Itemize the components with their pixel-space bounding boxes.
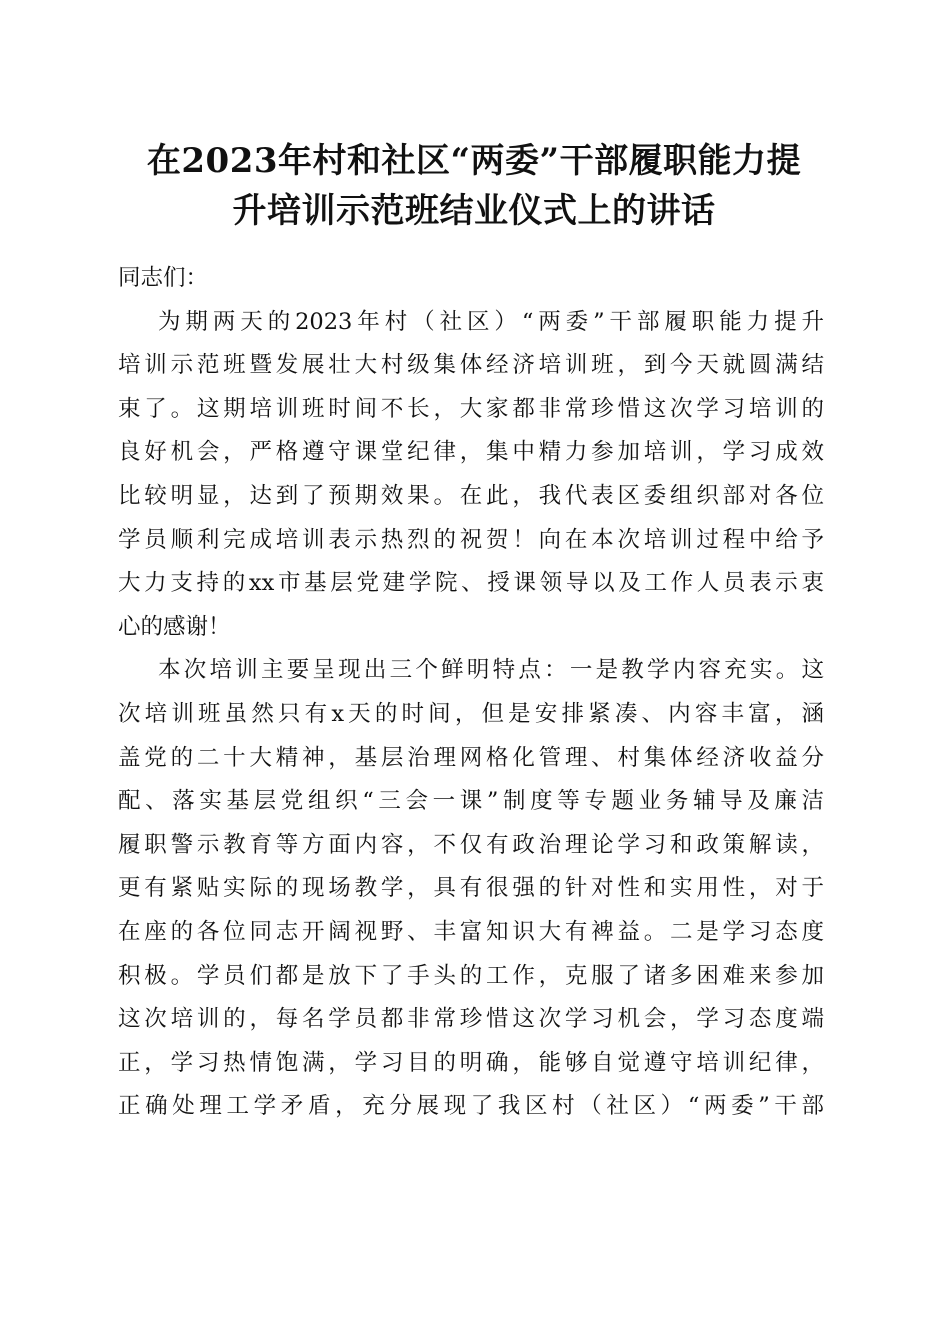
paragraph-line: 次培训班虽然只有x天的时间，但是安排紧凑、内容丰富，涵 <box>118 700 824 727</box>
paragraph-line: 本次培训主要呈现出三个鲜明特点：一是教学内容充实。这 <box>158 657 824 684</box>
paragraph-line: 积极。学员们都是放下了手头的工作，克服了诸多困难来参加 <box>118 962 824 989</box>
paragraph-line: 这次培训的，每名学员都非常珍惜这次学习机会，学习态度端 <box>118 1006 824 1033</box>
paragraph-line: 学员顺利完成培训表示热烈的祝贺！向在本次培训过程中给予 <box>118 526 824 553</box>
paragraph-line: 大力支持的xx市基层党建学院、授课领导以及工作人员表示衷 <box>118 570 824 597</box>
title-line: 升培训示范班结业仪式上的讲话 <box>232 191 716 231</box>
document-body <box>118 257 824 1129</box>
paragraph-line: 配、落实基层党组织“三会一课”制度等专题业务辅导及廉洁 <box>118 788 824 815</box>
title-line: 在2023年村和社区“两委”干部履职能力提 <box>146 141 802 181</box>
paragraph-line: 更有紧贴实际的现场教学，具有很强的针对性和实用性，对于 <box>118 875 824 902</box>
paragraph-line: 为期两天的2023年村（社区）“两委”干部履职能力提升 <box>158 308 824 335</box>
document-title <box>118 136 830 236</box>
paragraph-line: 束了。这期培训班时间不长，大家都非常珍惜这次学习培训的 <box>118 395 824 422</box>
paragraph-line: 在座的各位同志开阔视野、丰富知识大有裨益。二是学习态度 <box>118 918 824 945</box>
paragraph-2 <box>118 649 824 1129</box>
paragraph-line: 心的感谢！ <box>118 613 231 640</box>
paragraph-line: 培训示范班暨发展壮大村级集体经济培训班，到今天就圆满结 <box>118 352 824 379</box>
paragraph-line: 良好机会，严格遵守课堂纪律，集中精力参加培训，学习成效 <box>118 439 824 466</box>
paragraph-line: 盖党的二十大精神，基层治理网格化管理、村集体经济收益分 <box>118 744 824 771</box>
paragraph-line: 正，学习热情饱满，学习目的明确，能够自觉遵守培训纪律， <box>118 1049 824 1076</box>
salutation: 同志们： <box>118 265 209 291</box>
paragraph-line: 履职警示教育等方面内容，不仅有政治理论学习和政策解读， <box>118 831 824 858</box>
paragraph-line: 比较明显，达到了预期效果。在此，我代表区委组织部对各位 <box>118 482 824 509</box>
paragraph-1 <box>118 301 824 650</box>
paragraph-line: 正确处理工学矛盾，充分展现了我区村（社区）“两委”干部 <box>118 1093 824 1120</box>
